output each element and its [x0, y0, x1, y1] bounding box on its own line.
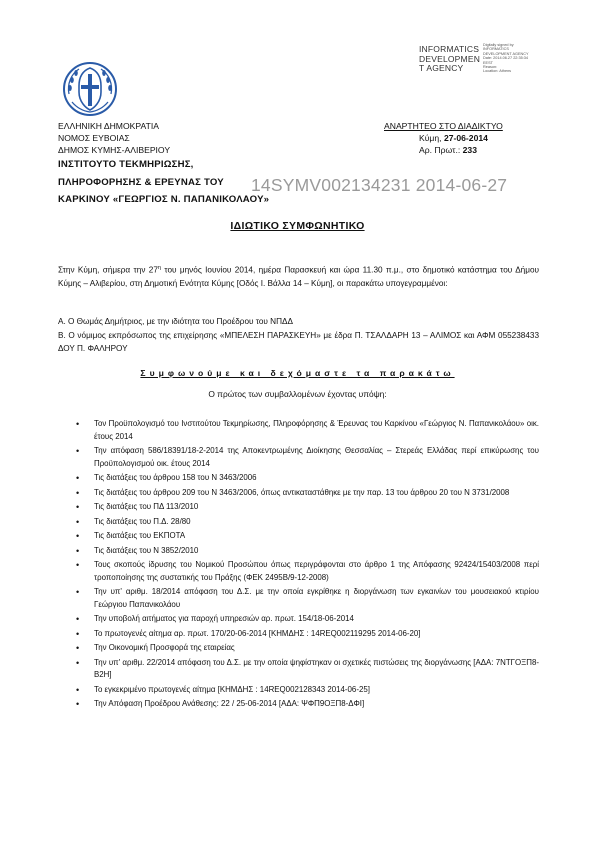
signature-line: Date: 2014.06.27 22:35:34	[483, 56, 528, 61]
list-item: • Την απόφαση 586/18391/18-2-2014 της Αποκεντρωμένης Διοίκησης Θεσσαλίας – Στερεάς Ελλάδας περί επικύρωσης του Προϋπολογισμού οικ. έτους 2014	[58, 445, 539, 470]
intro-text-start: Στην Κύμη, σήμερα την 27	[58, 265, 158, 275]
signature-line: INFORMATICS	[483, 47, 509, 52]
issuer-header	[58, 120, 269, 209]
considerations-list	[58, 418, 539, 713]
list-item: • Την Απόφαση Προέδρου Ανάθεσης: 22 / 25-06-2014 [ΑΔΑ: ΨΦΠ9ΟΞΠ8-ΔΦΙ]	[58, 698, 539, 711]
first-party-note: Ο πρώτος των συμβαλλομένων έχοντας υπόψη:	[208, 389, 387, 399]
list-item: • Τον Προϋπολογισμό του Ινστιτούτου Τεκμηρίωσης, Πληροφόρησης & Έρευνας του Καρκίνου «Γεώργιος Ν. Παπανικολάου» οικ. έτους 2014	[58, 418, 539, 443]
signature-line: DEVELOPMENT AGENCY	[483, 51, 529, 56]
institute-line: ΙΝΣΤΙΤΟΥΤΟ ΤΕΚΜΗΡΙΩΣΗΣ,	[58, 159, 194, 170]
list-item: • Την υπ' αριθμ. 22/2014 απόφαση του Δ.Σ. με την οποία ψηφίστηκαν οι σχετικές πιστώσεις της διοργάνωσης [ΑΔΑ: 7ΝΤΓΟΞΠ8-Β2Η]	[58, 657, 539, 682]
list-item: • Το εγκεκριμένο πρωτογενές αίτημα [ΚΗΜΔΗΣ : 14REQ002128343 2014-06-25]	[58, 684, 539, 697]
list-item: • Τις διατάξεις του άρθρου 209 του Ν 3463/2006, όπως αντικαταστάθηκε με την παρ. 13 του άρθρου 20 του Ν 3731/2008	[58, 487, 539, 500]
date-value: 27-06-2014	[443, 133, 488, 143]
agency-line: T AGENCY	[419, 63, 464, 73]
list-item: • Τις διατάξεις του Π.Δ. 28/80	[58, 516, 539, 529]
document-meta	[384, 120, 503, 156]
document-date	[384, 132, 503, 144]
issuer-line: ΝΟΜΟΣ ΕΥΒΟΙΑΣ	[58, 133, 130, 143]
issuer-line: ΔΗΜΟΣ ΚΥΜΗΣ-ΑΛΙΒΕΡΙΟΥ	[58, 145, 171, 155]
intro-paragraph	[58, 262, 539, 290]
institute-line: ΠΛΗΡΟΦΟΡΗΣΗΣ & ΕΡΕΥΝΑΣ ΤΟΥ	[58, 176, 224, 188]
list-item: • Την υποβολή αιτήματος για παροχή υπηρεσιών αρ. πρωτ. 154/18-06-2014	[58, 613, 539, 626]
list-item: • Το πρωτογενές αίτημα αρ. πρωτ. 170/20-06-2014 [ΚΗΜΔΗΣ : 14REQ002119295 2014-06-20]	[58, 628, 539, 641]
agency-line: DEVELOPMEN	[419, 53, 481, 64]
party-b: Β. Ο νόμιμος εκπρόσωπος της επιχείρησης «ΜΠΕΛΕΣΗ ΠΑΡΑΣΚΕΥΗ» με έδρα Π. ΤΣΑΛΔΑΡΗ 13 – ΑΛΙΜΟΣ και ΑΦΜ 055238433 ΔΟΥ Π. ΦΑΛΗΡΟΥ	[58, 331, 539, 354]
protocol-label: Αρ. Πρωτ.:	[419, 145, 463, 155]
list-item: • Την υπ' αριθμ. 18/2014 απόφαση του Δ.Σ. με την οποία εγκρίθηκε η διοργάνωση των εγκαινίων του μουσειακού κτιρίου Γεώργιου Παπανικολάου	[58, 586, 539, 611]
agency-line: INFORMATICS	[419, 44, 480, 54]
list-item: • Την Οικονομική Προσφορά της εταιρείας	[58, 642, 539, 655]
signature-line: EEST	[483, 60, 493, 65]
diavgeia-watermark: 14SYMV002134231 2014-06-27	[251, 175, 508, 195]
list-item: • Τους σκοπούς ίδρυσης του Νομικού Προσώπου όπως περιγράφονται στο άρθρο 1 της Απόφασης 92424/15403/2008 περί τροποποίησης της συστατικής του Πράξης (ΦΕΚ 2495Β/9-12-2008)	[58, 559, 539, 584]
agreement-heading: Συμφωνούμε και δεχόμαστε τα παρακάτω	[140, 368, 455, 378]
party-a: Α. Ο Θωμάς Δημήτριος, με την ιδιότητα του Προέδρου του ΝΠΔΔ	[58, 317, 293, 326]
list-item: • Τις διατάξεις του Ν 3852/2010	[58, 545, 539, 558]
ordinal-suffix: η	[157, 265, 161, 271]
protocol-value: 233	[462, 145, 477, 155]
protocol-number	[384, 144, 503, 156]
list-item: • Τις διατάξεις του ΕΚΠΟΤΑ	[58, 530, 539, 543]
list-item: • Τις διατάξεις του άρθρου 158 του Ν 3463/2006	[58, 472, 539, 485]
document-title: ΙΔΙΩΤΙΚΟ ΣΥΜΦΩΝΗΤΙΚΟ	[230, 220, 365, 232]
institute-line: ΚΑΡΚΙΝΟΥ «ΓΕΩΡΓΙΟΣ Ν. ΠΑΠΑΝΙΚΟΛΑΟΥ»	[58, 194, 270, 205]
intro-text-end: του μηνός Ιουνίου 2014, ημέρα Παρασκευή και ώρα 11.30 π.μ., στο δημοτικό κατάστημα του Δήμου Κύμης – Αλιβερίου, στη Δημοτική Ενότητα Κύμης [Οδός Ι. Βάλλα 14 – Κύμη], οι παρακάτω υπογεγραμμένοι:	[58, 265, 539, 289]
list-item: • Τις διατάξεις του ΠΔ 113/2010	[58, 501, 539, 514]
signature-line: Reason:	[483, 65, 498, 70]
agency-name	[419, 45, 480, 74]
signature-line: Location: Athens	[483, 69, 512, 74]
posting-notice: ΑΝΑΡΤΗΤΕΟ ΣΤΟ ΔΙΑΔΙΚΤΥΟ	[384, 121, 503, 131]
greek-emblem-icon	[63, 62, 117, 116]
issuer-line: ΕΛΛΗΝΙΚΗ ΔΗΜΟΚΡΑΤΙΑ	[58, 121, 159, 131]
date-label: Κύμη,	[419, 133, 444, 143]
signature-line: Digitally signed by	[483, 43, 514, 47]
digital-signature-block	[483, 43, 573, 74]
